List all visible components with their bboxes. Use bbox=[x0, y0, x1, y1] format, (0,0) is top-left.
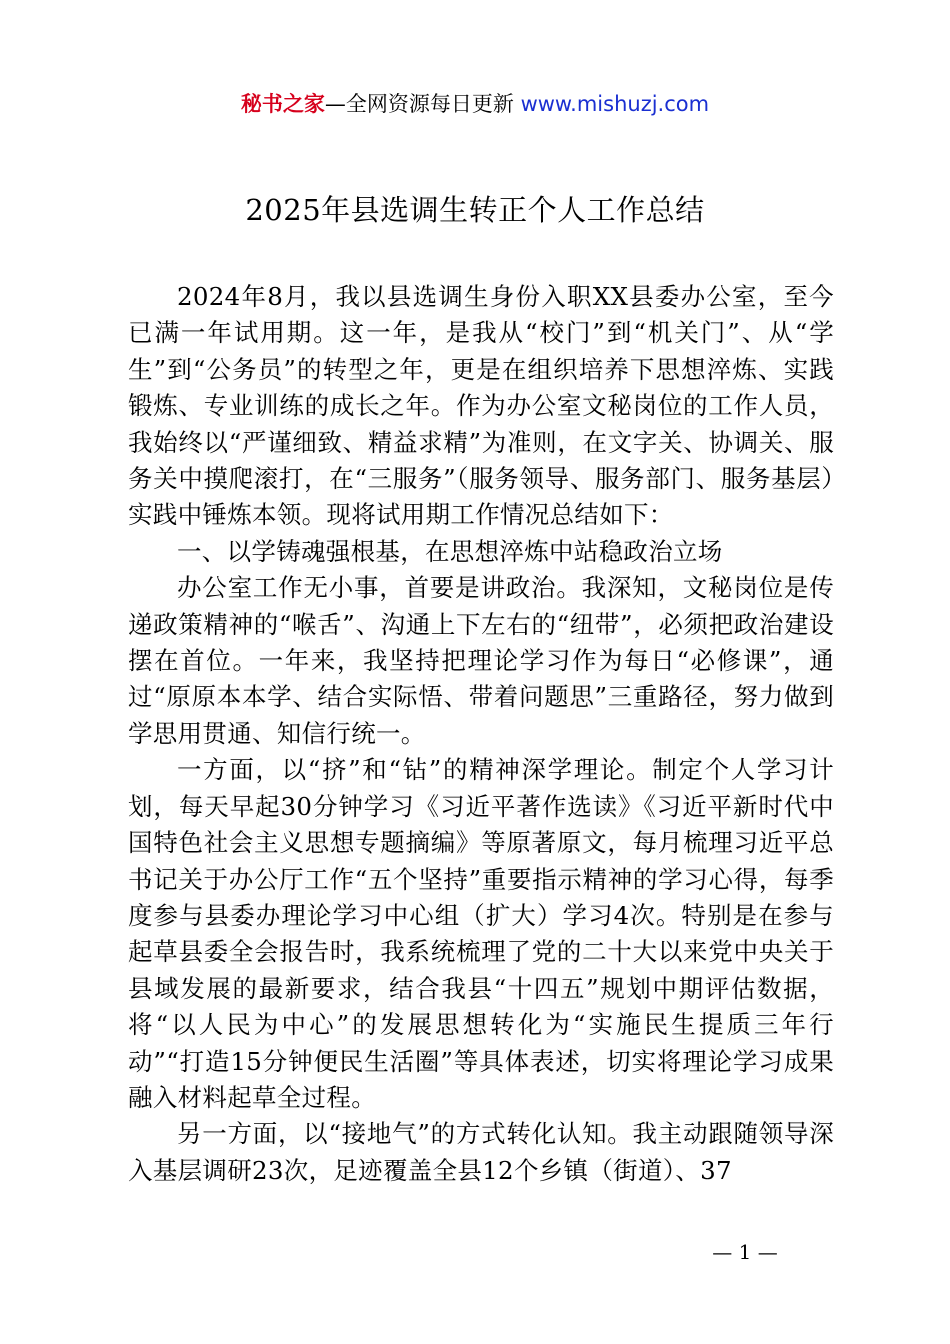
site-url-link[interactable]: www.mishuzj.com bbox=[520, 92, 710, 116]
body-paragraph: 另一方面，以“接地气”的方式转化认知。我主动跟随领导深入基层调研23次，足迹覆盖全县12个乡镇（街道）、37 bbox=[128, 1119, 834, 1185]
header-tagline: —全网资源每日更新 bbox=[324, 92, 514, 116]
site-header bbox=[0, 88, 950, 120]
intro-paragraph: 2024年8月，我以县选调生身份入职XX县委办公室，至今已满一年试用期。这一年，是我从“校门”到“机关门”、从“学生”到“公务员”的转型之年，更是在组织培养下思想淬炼、实践锻炼、专业训练的成长之年。作为办公室文秘岗位的工作人员，我始终以“严谨细致、精益求精”为准则，在文字关、协调关、服务关中摸爬滚打，在“三服务”（服务领导、服务部门、服务基层）实践中锤炼本领。现将试用期工作情况总结如下： bbox=[128, 282, 834, 530]
body-paragraph: 一方面，以“挤”和“钻”的精神深学理论。制定个人学习计划，每天早起30分钟学习《习近平著作选读》《习近平新时代中国特色社会主义思想专题摘编》等原著原文，每月梳理习近平总书记关于办公厅工作“五个坚持”重要指示精神的学习心得，每季度参与县委办理论学习中心组（扩大）学习4次。特别是在参与起草县委全会报告时，我系统梳理了党的二十大以来党中央关于县域发展的最新要求，结合我县“十四五”规划中期评估数据，将“以人民为中心”的发展思想转化为“实施民生提质三年行动”“打造15分钟便民生活圈”等具体表述，切实将理论学习成果融入材料起草全过程。 bbox=[128, 755, 834, 1112]
page-number: — 1 — bbox=[712, 1240, 778, 1264]
section-heading-1: 一、以学铸魂强根基，在思想淬炼中站稳政治立场 bbox=[177, 536, 723, 566]
brand-name: 秘书之家 bbox=[240, 92, 325, 116]
document-body bbox=[128, 279, 834, 1189]
document-title: 2025年县选调生转正个人工作总结 bbox=[245, 193, 705, 227]
body-paragraph: 办公室工作无小事，首要是讲政治。我深知，文秘岗位是传递政策精神的“喉舌”、沟通上下左右的“纽带”，必须把政治建设摆在首位。一年来，我坚持把理论学习作为每日“必修课”，通过“原原本本学、结合实际悟、带着问题思”三重路径，努力做到学思用贯通、知信行统一。 bbox=[128, 573, 834, 748]
